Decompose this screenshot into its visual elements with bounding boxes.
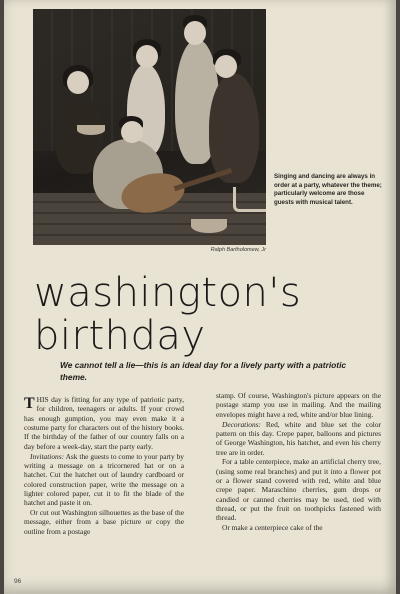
page-number: 96 — [14, 578, 22, 585]
figure-seated-guitarist-head — [121, 121, 143, 143]
floor-bowl — [191, 219, 227, 233]
figure-woman-left-head — [67, 71, 89, 94]
left-paragraph-2-text: Ask the guests to come to your party by writing a message on a tricornered hat or on a hatchet. Cut the hatchet out of laundry cardboard or colored construction paper, write the message on a lighter colored paper, cut it to fit the blade of the hatchet and paste it on. — [24, 451, 184, 508]
photo-credit: Ralph Bartholomew, Jr — [210, 247, 266, 253]
right-paragraph-2 — [216, 420, 381, 457]
left-paragraph-2 — [24, 452, 184, 508]
right-paragraph-1: stamp. Of course, Washington's picture appears on the postage stamp you use in mailing. And the mailing envelopes might have a red, white and/or blue lining. — [216, 391, 381, 419]
article-title-line1: washington's — [34, 270, 302, 316]
party-photo — [33, 9, 266, 245]
magazine-page — [4, 0, 396, 594]
article-title-line2: birthday — [34, 313, 206, 359]
right-paragraph-4: Or make a centerpiece cake of the — [222, 523, 323, 533]
article-left-column — [24, 395, 184, 537]
figure-woman-center-head — [136, 45, 158, 68]
left-paragraph-1-text: HIS day is fitting for any type of patriotic party, for children, teenagers or adults. If your crowd has enough gumption, you may even make it a costume party for characters out of the history books. If the birthday of the father of our country falls on a day before a week-day, start the party early. — [24, 395, 184, 451]
right-paragraph-2-text: Red, white and blue set the color pattern on this day. Crepe paper, balloons and pictures of George Washington, his hatchet, and even his cherry tree are in order. — [216, 419, 381, 457]
left-paragraph-1 — [24, 395, 184, 451]
invitations-heading: Invitations: — [30, 451, 65, 461]
figure-standing-man-head — [184, 21, 206, 45]
figure-woman-right — [209, 73, 259, 183]
photo-caption: Singing and dancing are always in order at a party, whatever the theme; particularly welcome are those guests with musical talent. — [274, 173, 382, 206]
drop-cap: T — [24, 395, 35, 412]
right-paragraph-3: For a table centerpiece, make an artificial cherry tree, (using some real branches) and put it into a flower pot or a flower stand covered with red, white and blue crepe paper. Maraschino cherries, gum drops or candied or canned cherries may be used, tied with thread, or put the fruit on toothpicks fastened with thread. — [216, 457, 381, 523]
decorations-heading: Decorations: — [222, 419, 261, 429]
article-subtitle: We cannot tell a lie—this is an ideal day for a lively party with a patriotic theme. — [60, 360, 347, 382]
figure-woman-right-head — [215, 55, 237, 78]
bowl-in-hands — [77, 125, 105, 135]
left-paragraph-3: Or cut out Washington silhouettes as the base of the message, either from a base picture or copy the outline from a postage — [24, 508, 184, 536]
chair — [233, 187, 266, 212]
article-right-column — [216, 391, 381, 533]
